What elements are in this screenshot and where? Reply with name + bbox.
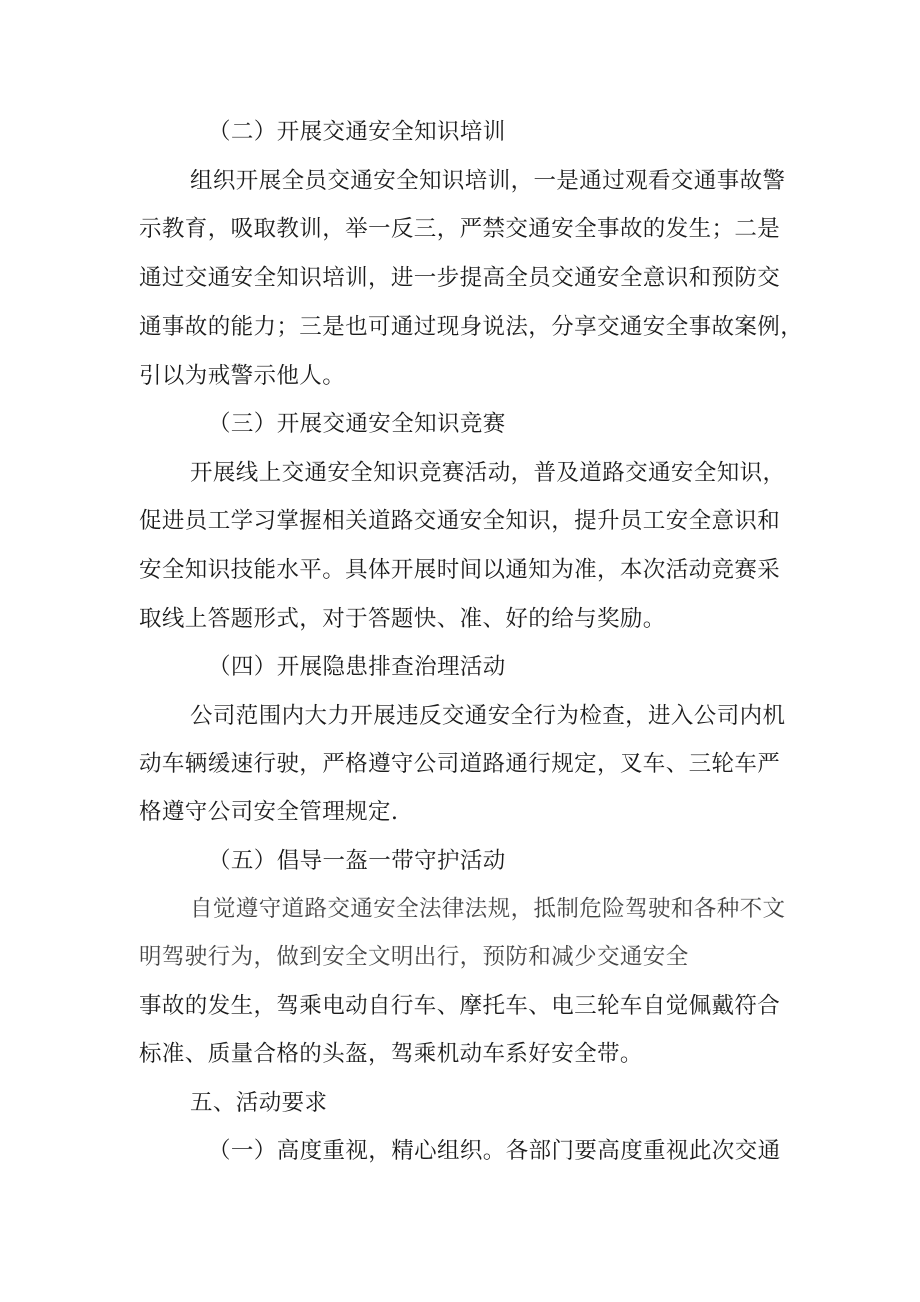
section-heading-4: （四）开展隐患排查治理活动	[208, 654, 506, 680]
paragraph-line: （一）高度重视，精心组织。各部门要高度重视此次交通	[208, 1138, 781, 1164]
paragraph-line: 取线上答题形式，对于答题快、准、好的给与奖励。	[139, 606, 666, 632]
paragraph-line: 事故的发生，驾乘电动自行车、摩托车、电三轮车自觉佩戴符合	[139, 993, 781, 1019]
paragraph-line: 通事故的能力；三是也可通过现身说法，分享交通安全事故案例，	[139, 314, 804, 340]
section-heading-2: （二）开展交通安全知识培训	[208, 119, 506, 145]
paragraph-line: 公司范围内大力开展违反交通安全行为检查，进入公司内机	[190, 703, 786, 729]
paragraph-line: 安全知识技能水平。具体开展时间以通知为准，本次活动竞赛采	[139, 557, 781, 583]
chapter-heading: 五、活动要求	[190, 1090, 328, 1116]
paragraph-line: 开展线上交通安全知识竞赛活动，普及道路交通安全知识，	[190, 460, 786, 486]
paragraph-line: 示教育，吸取教训，举一反三，严禁交通安全事故的发生；二是	[139, 216, 781, 242]
paragraph-line: 促进员工学习掌握相关道路交通安全知识，提升员工安全意识和	[139, 508, 781, 534]
paragraph-line: 标准、质量合格的头盔，驾乘机动车系好安全带。	[139, 1041, 643, 1067]
section-heading-3: （三）开展交通安全知识竞赛	[208, 411, 506, 437]
paragraph-line: 动车辆缓速行驶，严格遵守公司道路通行规定，叉车、三轮车严	[139, 751, 781, 777]
paragraph-line: 组织开展全员交通安全知识培训，一是通过观看交通事故警	[190, 168, 786, 194]
paragraph-line: 自觉遵守道路交通安全法律法规，抵制危险驾驶和各种不文	[190, 896, 786, 922]
paragraph-line: 通过交通安全知识培训，进一步提高全员交通安全意识和预防交	[139, 265, 781, 291]
paragraph-line: 格遵守公司安全管理规定.	[139, 799, 399, 825]
section-heading-5: （五）倡导一盔一带守护活动	[208, 848, 506, 874]
paragraph-line: 明驾驶行为，做到安全文明出行，预防和减少交通安全	[139, 944, 689, 970]
paragraph-line: 引以为戒警示他人。	[139, 363, 346, 389]
